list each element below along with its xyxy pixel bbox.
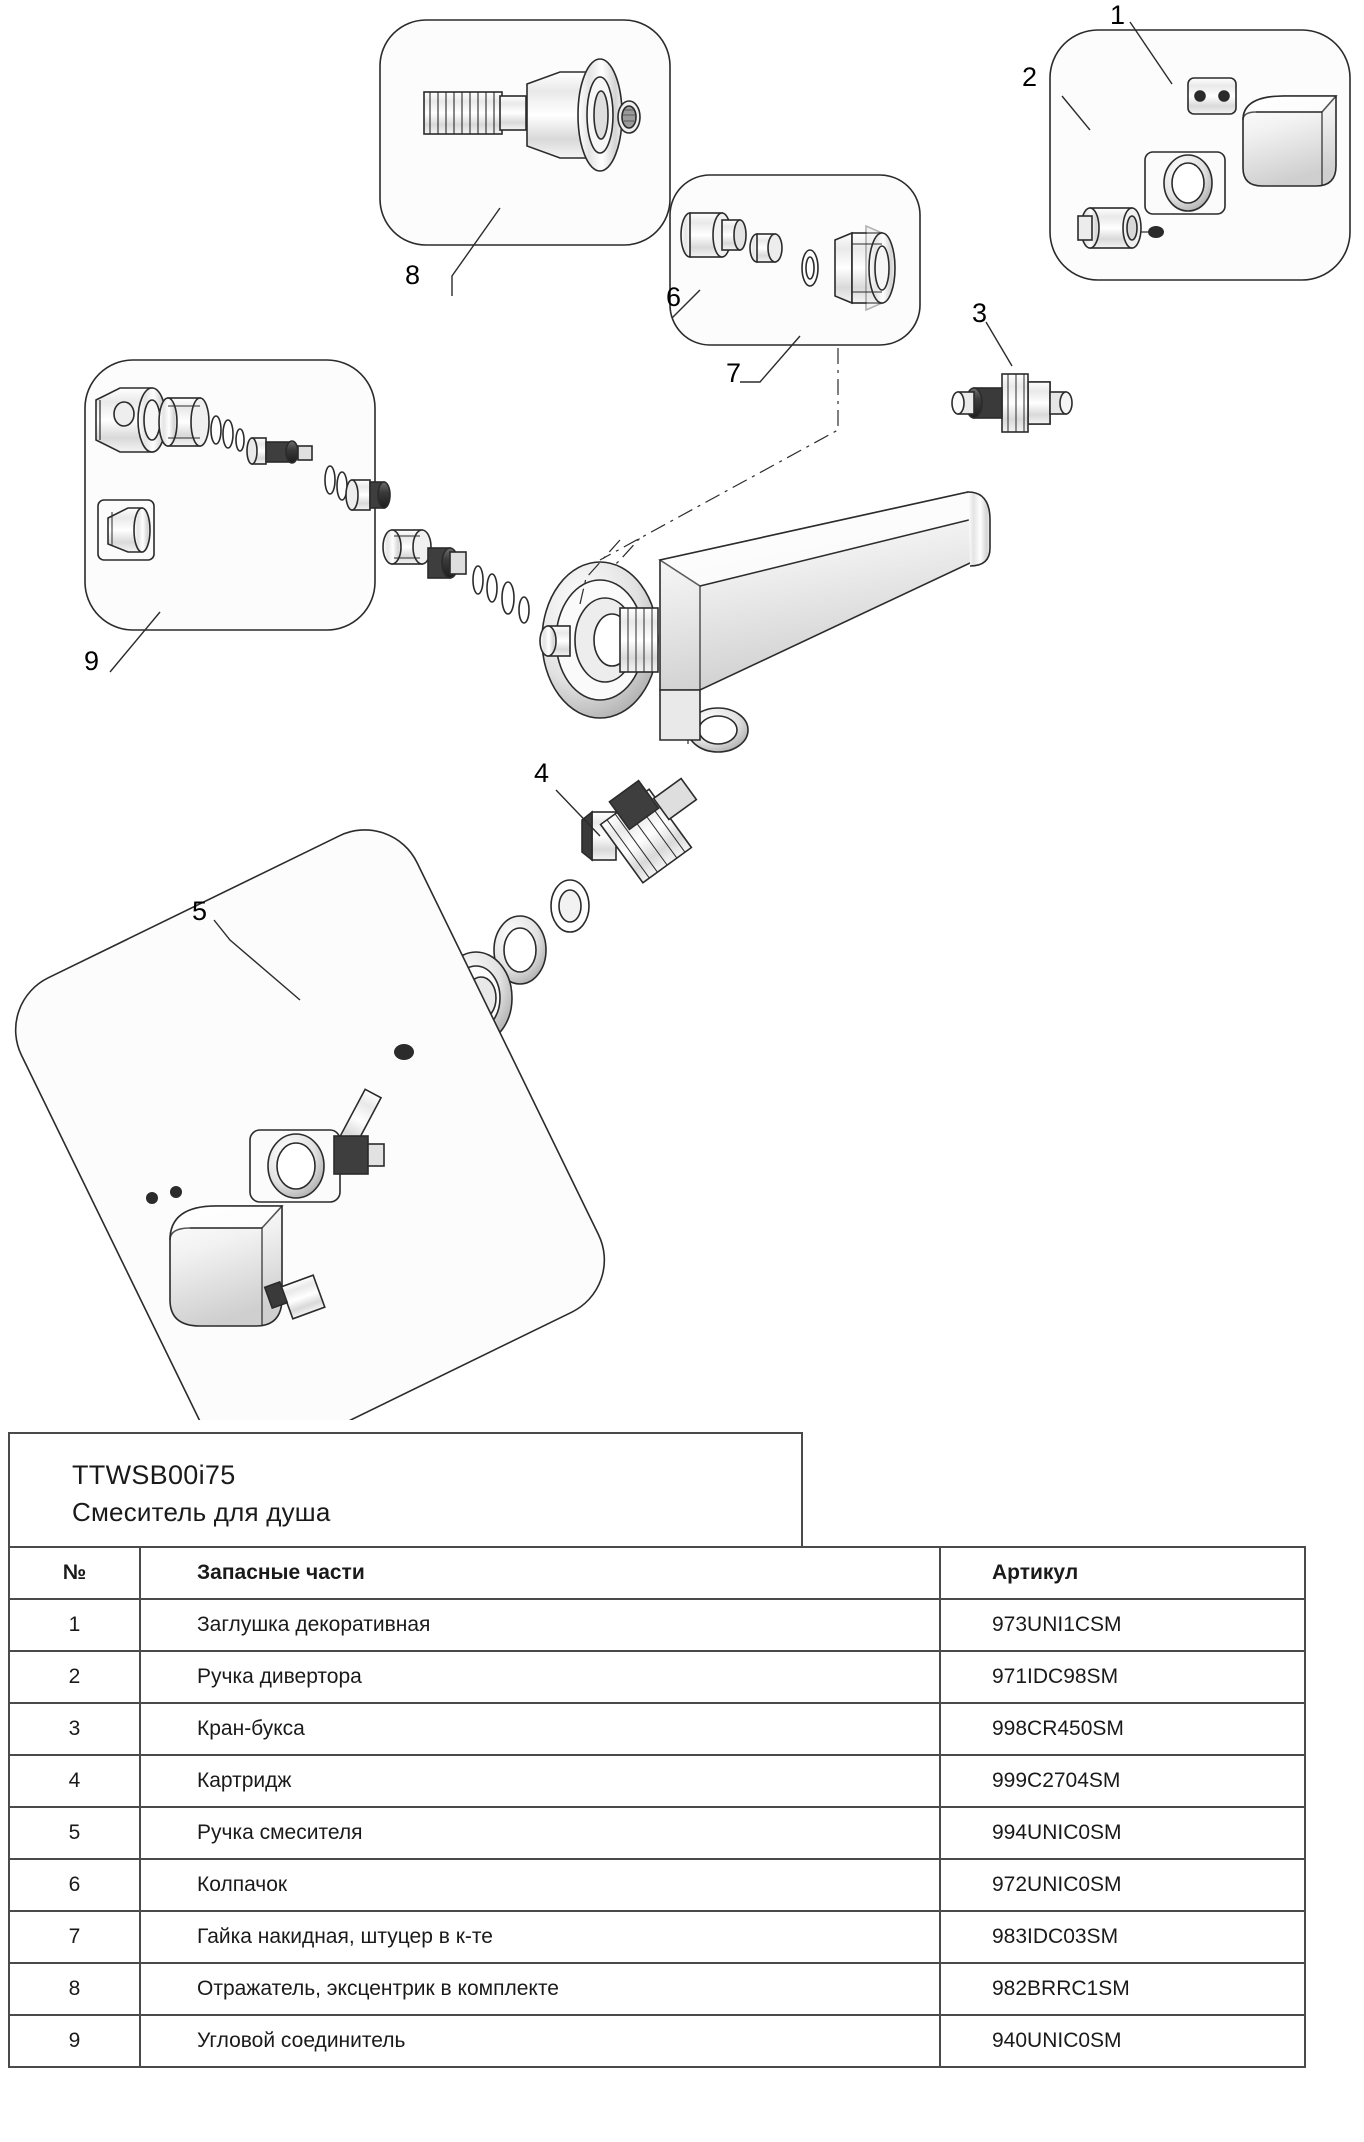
row-number: 9 xyxy=(9,2015,140,2067)
table-row xyxy=(9,1599,1305,1651)
table-row xyxy=(9,1911,1305,1963)
callout-3: 3 xyxy=(972,298,988,328)
row-part: Заглушка декоративная xyxy=(140,1599,940,1651)
table-header-row xyxy=(9,1547,1305,1599)
column-header-article: Артикул xyxy=(940,1547,1305,1599)
row-part: Кран-букса xyxy=(140,1703,940,1755)
row-part: Картридж xyxy=(140,1755,940,1807)
callout-5: 5 xyxy=(192,896,208,926)
row-part: Отражатель, эксцентрик в комплекте xyxy=(140,1963,940,2015)
table-row xyxy=(9,1963,1305,2015)
row-part: Угловой соединитель xyxy=(140,2015,940,2067)
row-article: 940UNIC0SM xyxy=(940,2015,1305,2067)
column-header-part: Запасные части xyxy=(140,1547,940,1599)
row-part: Ручка дивертора xyxy=(140,1651,940,1703)
parts-table xyxy=(8,1546,1306,2068)
column-header-number: № xyxy=(9,1547,140,1599)
row-article: 971IDC98SM xyxy=(940,1651,1305,1703)
table-row xyxy=(9,1703,1305,1755)
row-number: 7 xyxy=(9,1911,140,1963)
row-article: 972UNIC0SM xyxy=(940,1859,1305,1911)
group-9-angle-connector xyxy=(85,360,375,672)
callout-9: 9 xyxy=(84,646,100,676)
title-box xyxy=(8,1432,803,1546)
row-number: 8 xyxy=(9,1963,140,2015)
group-3-stem-valve xyxy=(952,322,1072,432)
table-row xyxy=(9,1755,1305,1807)
group-8-reflector-eccentric xyxy=(380,20,670,296)
row-article: 998CR450SM xyxy=(940,1703,1305,1755)
row-number: 4 xyxy=(9,1755,140,1807)
row-article: 999C2704SM xyxy=(940,1755,1305,1807)
callout-4: 4 xyxy=(534,758,550,788)
table-row xyxy=(9,2015,1305,2067)
row-article: 994UNIC0SM xyxy=(940,1807,1305,1859)
table-row xyxy=(9,1859,1305,1911)
callout-1: 1 xyxy=(1110,0,1126,30)
table-row xyxy=(9,1807,1305,1859)
row-article: 983IDC03SM xyxy=(940,1911,1305,1963)
row-part: Гайка накидная, штуцер в к-те xyxy=(140,1911,940,1963)
mixer-body xyxy=(540,492,990,752)
row-article: 973UNI1CSM xyxy=(940,1599,1305,1651)
product-subtitle: Смеситель для душа xyxy=(72,1497,331,1527)
callout-7: 7 xyxy=(726,358,742,388)
row-part: Колпачок xyxy=(140,1859,940,1911)
table-row xyxy=(9,1651,1305,1703)
callout-2: 2 xyxy=(1022,62,1038,92)
row-number: 1 xyxy=(9,1599,140,1651)
row-number: 5 xyxy=(9,1807,140,1859)
callout-8: 8 xyxy=(405,260,421,290)
row-article: 982BRRC1SM xyxy=(940,1963,1305,2015)
row-number: 3 xyxy=(9,1703,140,1755)
parts-list-block xyxy=(8,1432,1304,2068)
row-number: 2 xyxy=(9,1651,140,1703)
group-1-cap-2-diverter-handle xyxy=(1050,22,1350,280)
group-5-mixer-handle xyxy=(0,810,624,1420)
callout-6: 6 xyxy=(666,282,682,312)
row-number: 6 xyxy=(9,1859,140,1911)
model-code: TTWSB00i75 xyxy=(72,1460,236,1490)
row-part: Ручка смесителя xyxy=(140,1807,940,1859)
